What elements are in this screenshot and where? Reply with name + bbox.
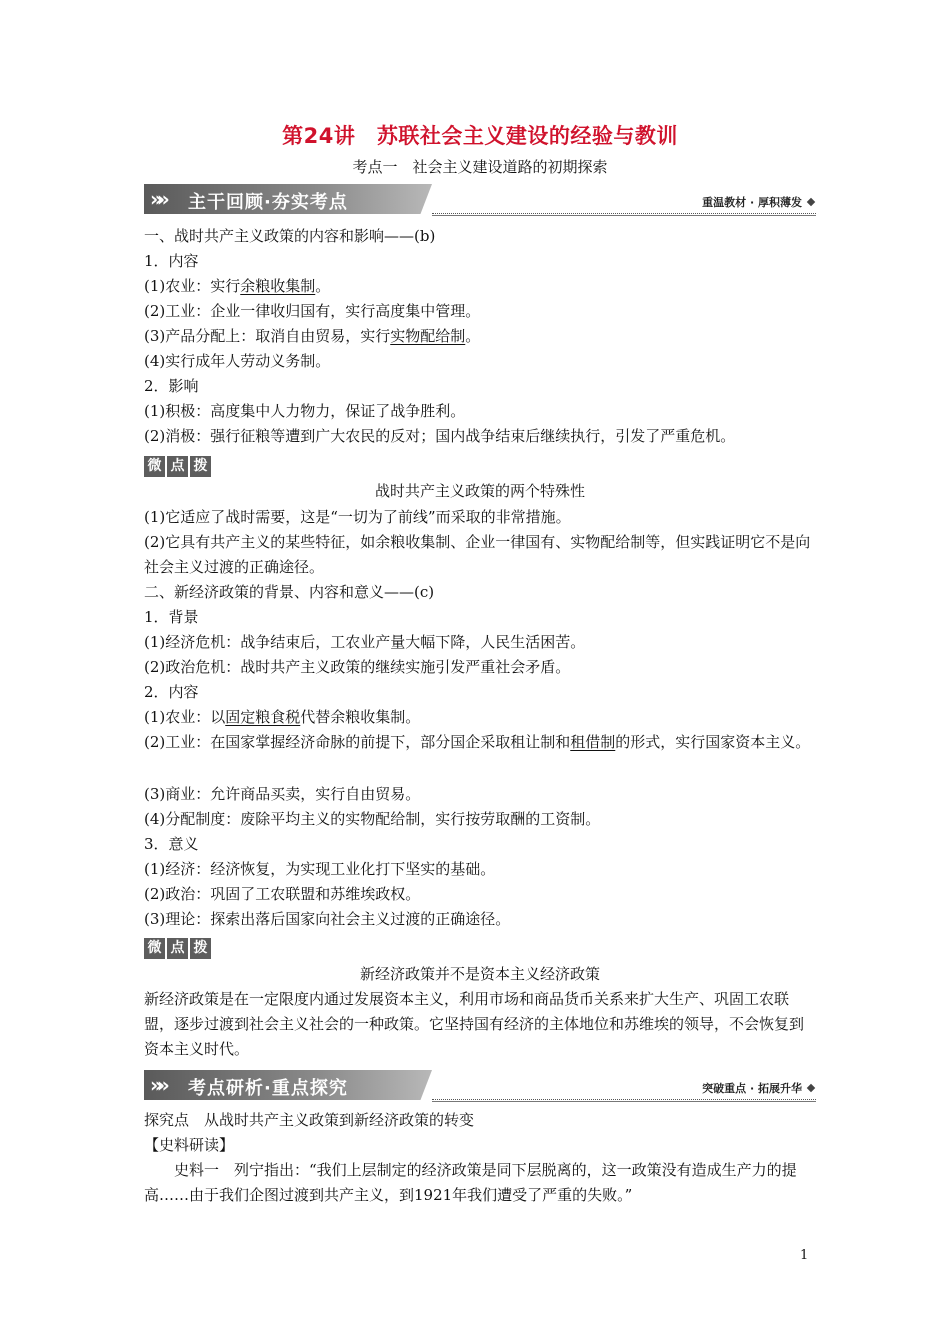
page-title: 第24讲 苏联社会主义建设的经验与教训 <box>282 124 678 148</box>
tip-heading: 新经济政策并不是资本主义经济政策 <box>359 965 600 983</box>
list-item: (4)分配制度：废除平均主义的实物配给制，实行按劳取酬的工资制。 <box>144 810 601 828</box>
banner-text: 考点研析·重点探究 <box>188 1078 348 1099</box>
bracket-heading: 【史料研读】 <box>144 1136 235 1154</box>
list-item: (2)工业：企业一律收归国有，实行高度集中管理。 <box>144 302 481 320</box>
list-item: (2)政治：巩固了工农联盟和苏维埃政权。 <box>144 885 421 903</box>
section-heading: 探究点 从战时共产主义政策到新经济政策的转变 <box>144 1111 475 1129</box>
paragraph: 新经济政策是在一定限度内通过发展资本主义，利用市场和商品货币关系来扩大生产、巩固工农联盟，逐步过渡到社会主义社会的一种政策。它坚持国有经济的主体地位和苏维埃的领导，不会恢复到资本主义时代。 <box>144 990 805 1058</box>
list-item: (2)消极：强行征粮等遭到广大农民的反对；国内战争结束后继续执行，引发了严重危机。 <box>144 427 736 445</box>
section-banner-review <box>144 184 816 216</box>
tip-badge-char: 微 <box>144 456 165 477</box>
banner-tag: 突破重点 · 拓展升华 <box>702 1082 802 1095</box>
list-item <box>144 274 816 299</box>
subsection-title: 3．意义 <box>144 835 199 853</box>
list-item: (2)政治危机：战时共产主义政策的继续实施引发严重社会矛盾。 <box>144 658 571 676</box>
list-item <box>144 324 816 349</box>
underlined-term: 余粮收集制 <box>240 277 316 295</box>
list-item <box>144 705 816 730</box>
list-item: (1)经济：经济恢复，为实现工业化打下坚实的基础。 <box>144 860 496 878</box>
section-heading: 一、战时共产主义政策的内容和影响——(b) <box>144 227 436 245</box>
tip-badge-char: 点 <box>167 938 188 959</box>
subsection-title: 1．内容 <box>144 252 199 270</box>
tip-badge-char: 微 <box>144 938 165 959</box>
text: (1)农业：实行 <box>144 277 241 295</box>
banner-dotted-rule <box>432 1099 816 1100</box>
tip-badge-char: 点 <box>167 456 188 477</box>
page-number: 1 <box>800 1248 809 1263</box>
underlined-term: 租借制 <box>570 733 616 751</box>
subsection-title: 1．背景 <box>144 608 199 626</box>
page-subtitle: 考点一 社会主义建设道路的初期探索 <box>352 158 608 176</box>
list-item <box>144 730 816 755</box>
chevron-right-icon: »» <box>150 1073 164 1097</box>
list-item: (4)实行成年人劳动义务制。 <box>144 352 331 370</box>
subsection-title: 2．内容 <box>144 683 199 701</box>
tip-heading: 战时共产主义政策的两个特殊性 <box>374 482 585 500</box>
tip-badge <box>144 456 212 477</box>
tip-badge-char: 拨 <box>190 938 211 959</box>
subsection-title: 2．影响 <box>144 377 199 395</box>
paragraph: (2)它具有共产主义的某些特征，如余粮收集制、企业一律国有、实物配给制等，但实践证明它不是向社会主义过渡的正确途径。 <box>144 533 811 576</box>
banner-text: 主干回顾·夯实考点 <box>188 192 348 213</box>
diamond-icon <box>807 198 815 206</box>
banner-rule <box>432 1101 816 1102</box>
underlined-term: 固定粮食税 <box>225 708 301 726</box>
text: (1)农业：以 <box>144 708 226 726</box>
list-item: (1)积极：高度集中人力物力，保证了战争胜利。 <box>144 402 466 420</box>
paragraph: 史料一 列宁指出：“我们上层制定的经济政策是同下层脱离的，这一政策没有造成生产力的提高……由于我们企图过渡到共产主义，到1921年我们遭受了严重的失败。” <box>144 1161 797 1204</box>
banner-rule <box>432 215 816 216</box>
text: 的形式，实行国家资本主义。 <box>615 733 811 751</box>
text: 。 <box>465 327 481 345</box>
list-item: (1)经济危机：战争结束后，工农业产量大幅下降，人民生活困苦。 <box>144 633 586 651</box>
chevron-right-icon: »» <box>150 187 164 211</box>
section-heading: 二、新经济政策的背景、内容和意义——(c) <box>144 583 435 601</box>
text: (2)工业：在国家掌握经济命脉的前提下，部分国企采取租让制和 <box>144 733 571 751</box>
text: 代替余粮收集制。 <box>300 708 421 726</box>
text: 。 <box>315 277 331 295</box>
banner-tag: 重温教材 · 厚积薄发 <box>702 196 802 209</box>
section-banner-study <box>144 1070 816 1102</box>
banner-dotted-rule <box>432 213 816 214</box>
tip-badge-char: 拨 <box>190 456 211 477</box>
text: (3)产品分配上：取消自由贸易，实行 <box>144 327 391 345</box>
tip-badge <box>144 938 212 959</box>
list-item: (3)理论：探索出落后国家向社会主义过渡的正确途径。 <box>144 910 511 928</box>
underlined-term: 实物配给制 <box>390 327 466 345</box>
list-item: (3)商业：允许商品买卖，实行自由贸易。 <box>144 785 421 803</box>
paragraph: (1)它适应了战时需要，这是“一切为了前线”而采取的非常措施。 <box>144 508 571 526</box>
diamond-icon <box>807 1084 815 1092</box>
